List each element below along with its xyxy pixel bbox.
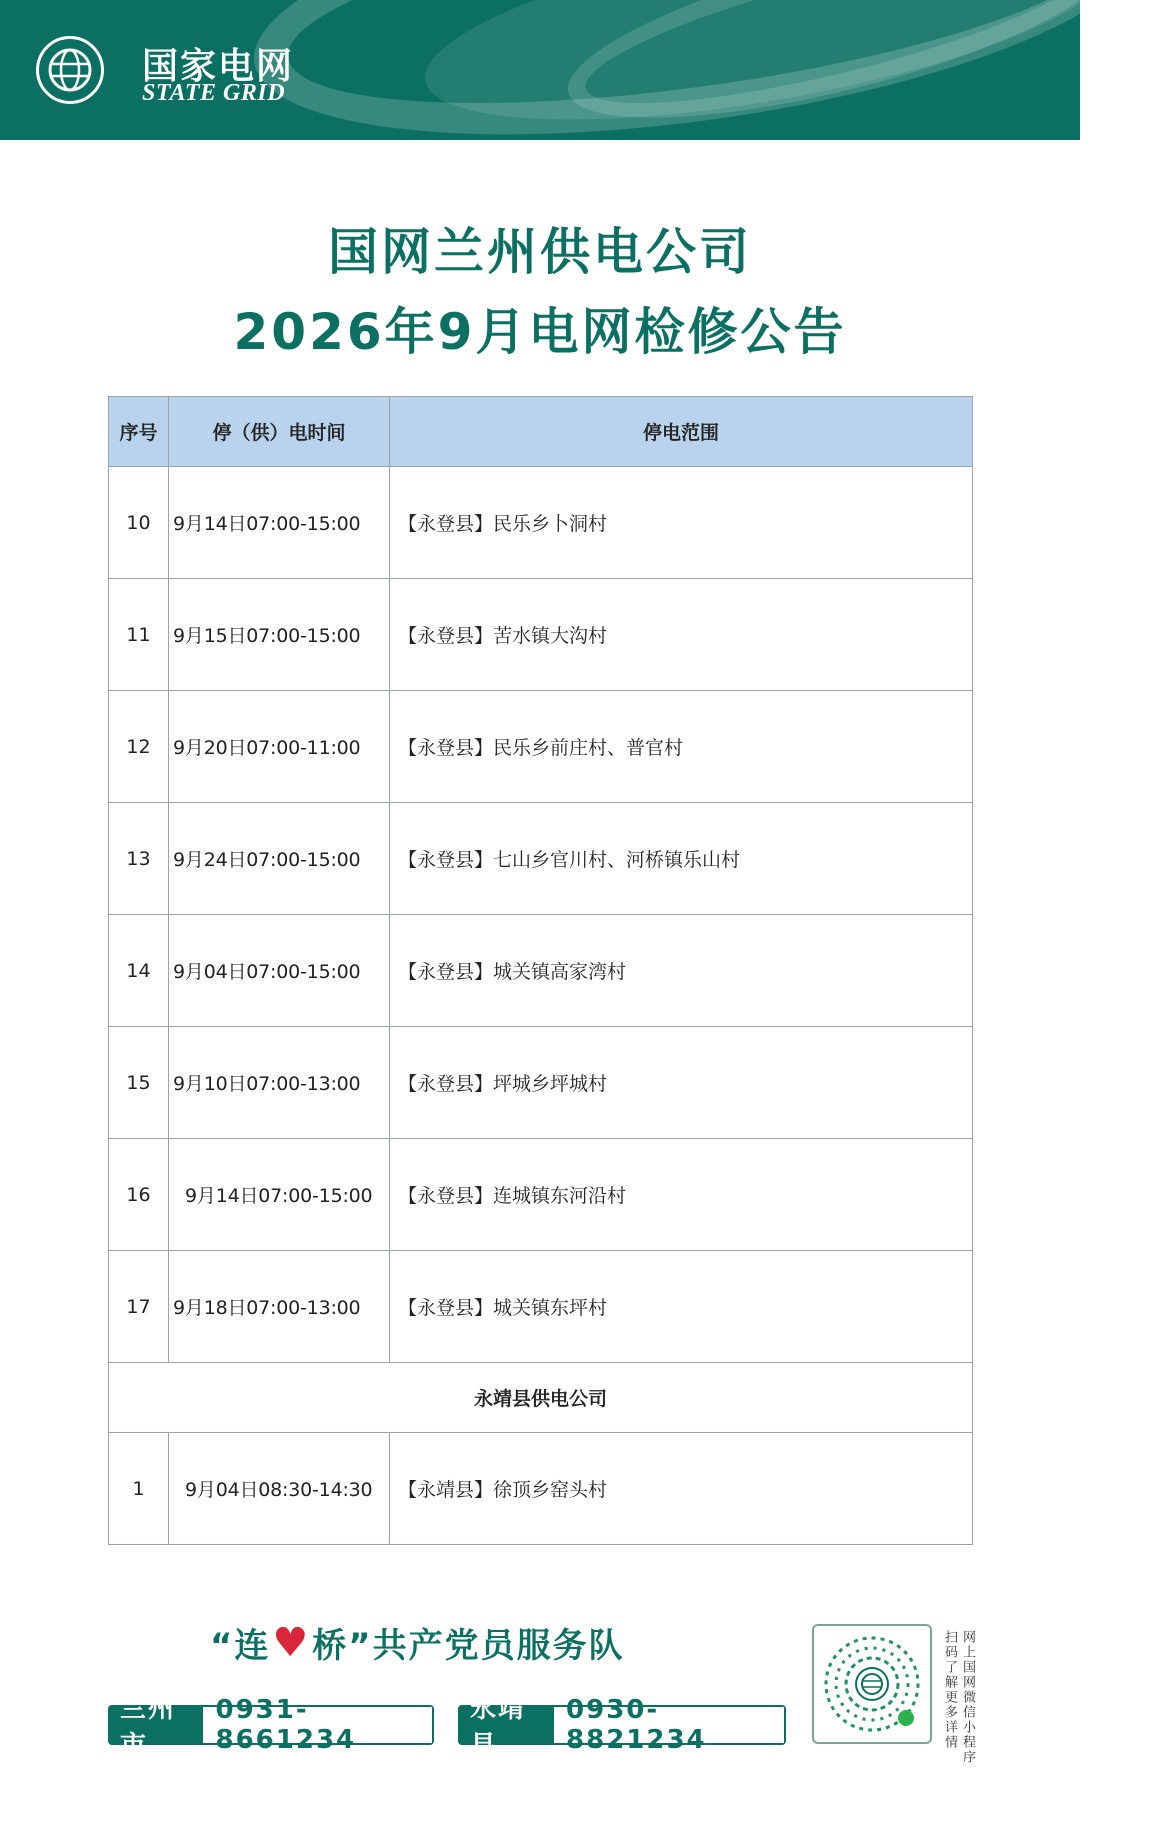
row-area: 【永登县】城关镇高家湾村 (390, 915, 973, 1027)
section-title: 永靖县供电公司 (109, 1363, 973, 1433)
row-area: 【永登县】苦水镇大沟村 (390, 579, 973, 691)
state-grid-logo-icon (36, 36, 104, 104)
row-time: 9月14日07:00-15:00 (169, 467, 390, 579)
row-time: 9月04日07:00-15:00 (169, 915, 390, 1027)
row-time: 9月14日07:00-15:00 (169, 1139, 390, 1251)
phone-number: 0930-8821234 (554, 1707, 784, 1743)
phone-yongjing (458, 1694, 786, 1761)
row-area: 【永登县】七山乡官川村、河桥镇乐山村 (390, 803, 973, 915)
table-row (109, 803, 973, 915)
table-row (109, 579, 973, 691)
table-row (109, 691, 973, 803)
outage-table-container (108, 396, 972, 1545)
row-index: 13 (109, 803, 169, 915)
qr-caption-scan: 扫码了解更多详情 (942, 1630, 957, 1750)
page-title-notice: 2026年9月电网检修公告 (233, 303, 847, 361)
table-row (109, 915, 973, 1027)
row-time: 9月15日07:00-15:00 (169, 579, 390, 691)
row-index: 17 (109, 1251, 169, 1363)
row-area: 【永登县】民乐乡前庄村、普官村 (390, 691, 973, 803)
phone-lanzhou (108, 1694, 434, 1761)
table-row (109, 467, 973, 579)
page-title-company: 国网兰州供电公司 (328, 223, 752, 281)
row-index: 10 (109, 467, 169, 579)
table-row (109, 1027, 973, 1139)
party-service-slogan (210, 1618, 625, 1667)
row-area: 【永登县】城关镇东坪村 (390, 1251, 973, 1363)
row-index: 15 (109, 1027, 169, 1139)
logo-text-english: STATE GRID (142, 80, 286, 106)
phone-city-label: 永靖县 (460, 1707, 554, 1743)
table-section-row (109, 1363, 973, 1433)
row-time: 9月04日08:30-14:30 (169, 1433, 390, 1545)
row-index: 12 (109, 691, 169, 803)
row-time: 9月20日07:00-11:00 (169, 691, 390, 803)
row-area: 【永登县】连城镇东河沿村 (390, 1139, 973, 1251)
column-header-index: 序号 (109, 397, 169, 467)
row-index: 1 (109, 1433, 169, 1545)
column-header-time: 停（供）电时间 (169, 397, 390, 467)
header-banner (0, 0, 1080, 140)
slogan-right: 桥”共产党员服务队 (312, 1626, 625, 1666)
qr-caption-app: 网上国网微信小程序 (960, 1630, 975, 1765)
row-time: 9月10日07:00-13:00 (169, 1027, 390, 1139)
row-index: 11 (109, 579, 169, 691)
table-row (109, 1251, 973, 1363)
table-row (109, 1139, 973, 1251)
row-area: 【永登县】坪城乡坪城村 (390, 1027, 973, 1139)
row-area: 【永靖县】徐顶乡窑头村 (390, 1433, 973, 1545)
logo-text-chinese: 国家电网 (142, 46, 295, 87)
row-time: 9月18日07:00-13:00 (169, 1251, 390, 1363)
phone-city-label: 兰州市 (110, 1707, 203, 1743)
mini-program-qr-code-icon[interactable] (812, 1624, 932, 1744)
outage-table (108, 396, 973, 1545)
row-index: 16 (109, 1139, 169, 1251)
slogan-left: “连 (210, 1626, 271, 1666)
table-row (109, 1433, 973, 1545)
row-time: 9月24日07:00-15:00 (169, 803, 390, 915)
table-header-row (109, 397, 973, 467)
row-area: 【永登县】民乐乡卜洞村 (390, 467, 973, 579)
heart-icon: ♥ (272, 1619, 311, 1666)
phone-number: 0931-8661234 (203, 1707, 432, 1743)
column-header-area: 停电范围 (390, 397, 973, 467)
row-index: 14 (109, 915, 169, 1027)
